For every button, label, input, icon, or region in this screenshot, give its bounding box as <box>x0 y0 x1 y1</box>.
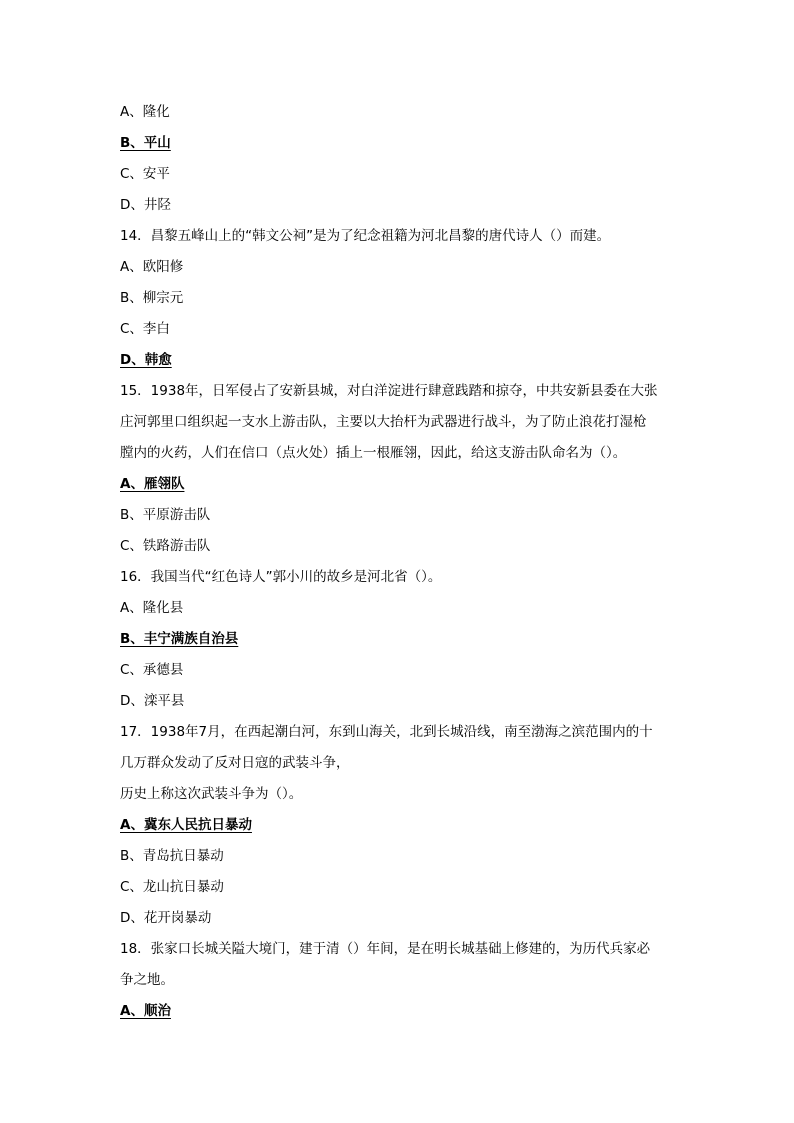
question-14 <box>120 221 672 376</box>
option-a: A、隆化 <box>120 104 170 120</box>
question-text-line-1: 18．张家口长城关隘大境门，建于清（）年间，是在明长城基础上修建的，为历代兵家必 <box>120 941 651 957</box>
option-c: C、承德县 <box>120 662 184 678</box>
option-c: C、铁路游击队 <box>120 538 211 554</box>
correct-answer-option-b: B、丰宁满族自治县 <box>120 631 239 647</box>
option-d: D、花开岗暴动 <box>120 910 212 926</box>
option-c: C、安平 <box>120 166 170 182</box>
question-text-line-3: 历史上称这次武装斗争为（）。 <box>120 786 303 802</box>
question-text-line-2: 几万群众发动了反对日寇的武装斗争， <box>120 755 350 771</box>
option-d: D、滦平县 <box>120 693 185 709</box>
option-c: C、李白 <box>120 321 170 337</box>
question-17 <box>120 717 672 934</box>
correct-answer-option-d: D、韩愈 <box>120 352 172 368</box>
question-16 <box>120 562 672 717</box>
document-page <box>120 97 672 1027</box>
correct-answer-option-a: A、顺治 <box>120 1003 171 1019</box>
correct-answer-option-a: A、冀东人民抗日暴动 <box>120 817 252 833</box>
question-text-line-2: 争之地。 <box>120 972 174 988</box>
question-18 <box>120 934 672 1027</box>
question-15 <box>120 376 672 562</box>
option-b: B、平原游击队 <box>120 507 211 523</box>
option-b: B、青岛抗日暴动 <box>120 848 224 864</box>
correct-answer-option-b: B、平山 <box>120 135 171 151</box>
option-d: D、井陉 <box>120 197 171 213</box>
option-a: A、欧阳修 <box>120 259 184 275</box>
option-a: A、隆化县 <box>120 600 184 616</box>
question-text: 16．我国当代“红色诗人”郭小川的故乡是河北省（）。 <box>120 569 442 585</box>
option-b: B、柳宗元 <box>120 290 184 306</box>
question-text-line-1: 15．1938年，日军侵占了安新县城，对白洋淀进行肆意践踏和掠夺，中共安新县委在大张 <box>120 383 658 399</box>
option-c: C、龙山抗日暴动 <box>120 879 224 895</box>
question-text-line-3: 膛内的火药，人们在信口（点火处）插上一根雁翎，因此，给这支游击队命名为（）。 <box>120 445 627 461</box>
question-text-line-1: 17．1938年7月，在西起潮白河，东到山海关，北到长城沿线，南至渤海之滨范围内的十 <box>120 724 653 740</box>
question-text-line-2: 庄河郭里口组织起一支水上游击队，主要以大抬杆为武器进行战斗，为了防止浪花打湿枪 <box>120 414 647 430</box>
question-text: 14．昌黎五峰山上的“韩文公祠”是为了纪念祖籍为河北昌黎的唐代诗人（）而建。 <box>120 228 611 244</box>
question-13-options <box>120 97 672 221</box>
correct-answer-option-a: A、雁翎队 <box>120 476 185 492</box>
